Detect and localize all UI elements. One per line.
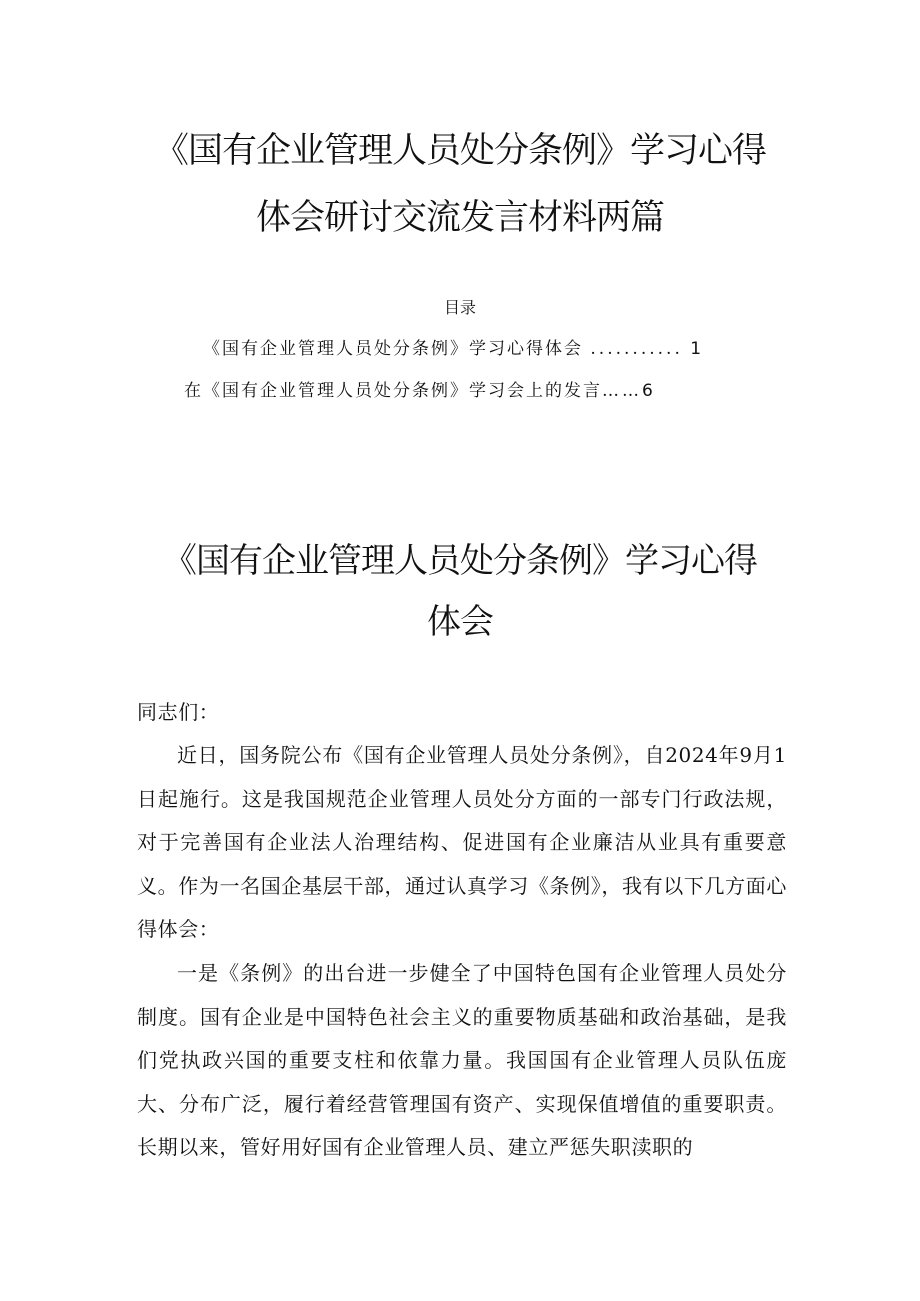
toc-entry[interactable] [184,377,653,405]
toc-entry[interactable] [203,335,701,363]
section-title-line-1: 《国有企业管理人员处分条例》学习心得 [163,541,757,581]
document-title-line-2: 体会研讨交流发言材料两篇 [255,198,664,238]
toc-entry-text: 在《国有企业管理人员处分条例》学习会上的发言 [184,381,602,401]
salutation: 同志们： [137,700,220,724]
section-title-line-2: 体会 [427,602,493,642]
toc-entry-text: 《国有企业管理人员处分条例》学习心得体会 [203,339,583,359]
toc-leader-dots: …… [602,381,642,401]
document-title-line-1: 《国有企业管理人员处分条例》学习心得 [153,131,766,171]
toc-page-number: 6 [642,381,653,401]
toc-leader-dots: ........... [590,339,683,359]
body-paragraph: 近日，国务院公布《国有企业管理人员处分条例》，自2024年9月1日起施行。这是我国规范企业管理人员处分方面的一部专门行政法规，对于完善国有企业法人治理结构、促进国有企业廉洁从业具有重要意义。作为一名国企基层干部，通过认真学习《条例》，我有以下几方面心得体会： [137,743,787,942]
body-paragraph: 一是《条例》的出台进一步健全了中国特色国有企业管理人员处分制度。国有企业是中国特色社会主义的重要物质基础和政治基础，是我们党执政兴国的重要支柱和依靠力量。我国国有企业管理人员队伍庞大、分布广泛，履行着经营管理国有资产、实现保值增值的重要职责。长期以来，管好用好国有企业管理人员、建立严惩失职渎职的 [137,961,787,1160]
toc-heading: 目录 [443,298,476,317]
toc-page-number: 1 [690,339,702,359]
